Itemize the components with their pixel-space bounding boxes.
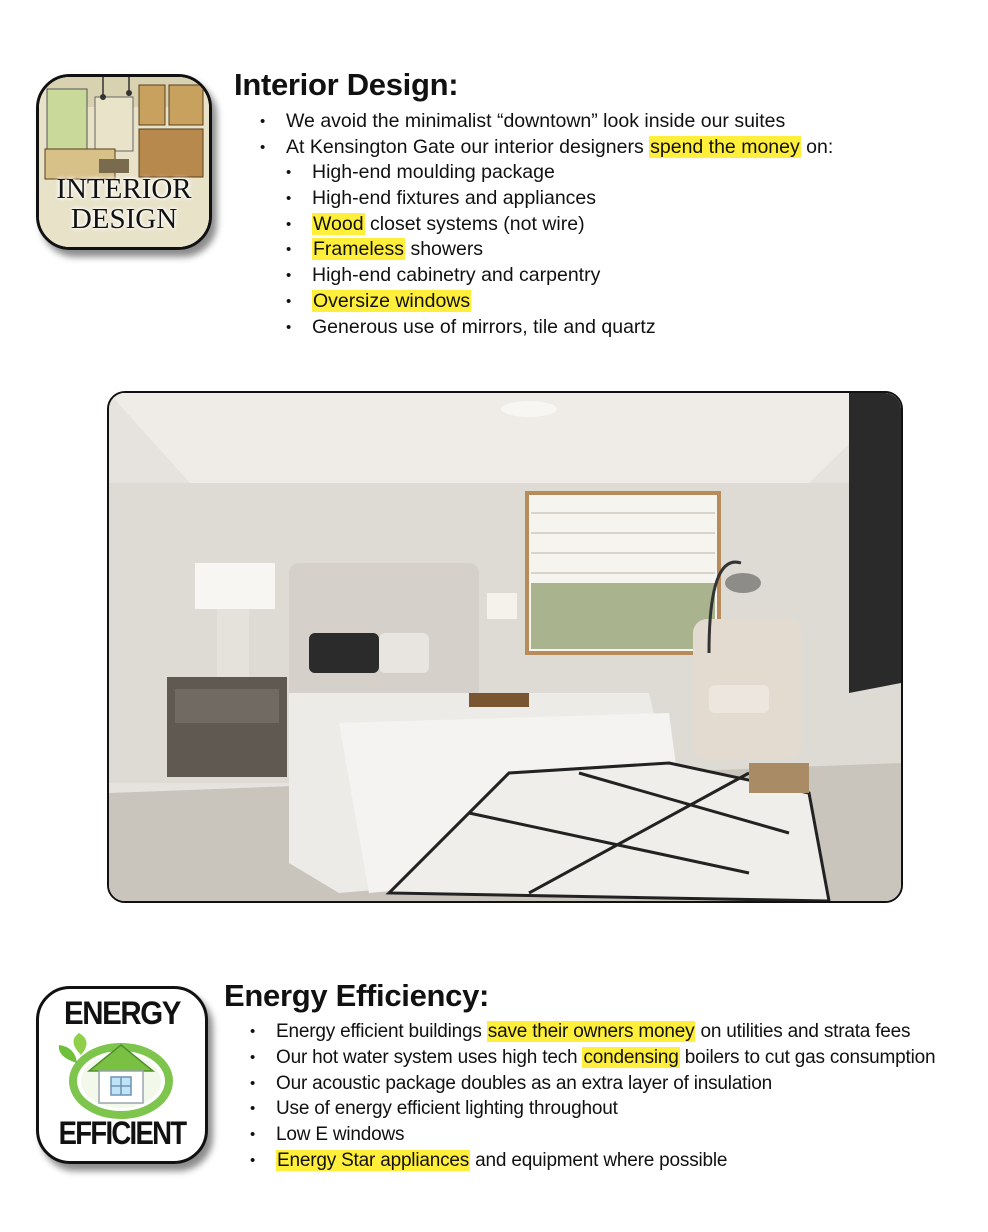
bullet-text: and equipment where possible <box>470 1149 728 1171</box>
interior-sub-bullet-item <box>286 289 656 315</box>
interior-design-title: Interior Design: <box>234 67 459 102</box>
bullet-text: on utilities and strata fees <box>695 1021 911 1042</box>
interior-bullet-list <box>260 109 833 161</box>
interior-sub-bullet-item <box>286 315 656 341</box>
interior-sub-bullet-item <box>286 212 656 238</box>
bedroom-image <box>109 393 901 901</box>
energy-bullet-item <box>250 1122 935 1148</box>
bullet-text: Our acoustic package doubles as an extra layer of insulation <box>276 1072 773 1094</box>
interior-sub-bullet-item <box>286 237 656 263</box>
badge-label-interior: INTERIOR <box>56 173 192 205</box>
bullet-text: on: <box>800 135 834 158</box>
badge-label-energy: ENERGY <box>63 995 181 1031</box>
energy-efficient-badge <box>36 986 208 1164</box>
badge-label-efficient: EFFICIENT <box>58 1115 186 1151</box>
green-house-icon <box>39 1031 205 1121</box>
energy-bullet-item <box>250 1148 935 1174</box>
bullet-text: We avoid the minimalist “downtown” look inside our suites <box>286 110 786 132</box>
bullet-text: Low E windows <box>276 1124 405 1146</box>
bedroom-photo <box>107 391 903 903</box>
highlighted-text: spend the money <box>650 135 800 158</box>
interior-sub-bullet-item <box>286 186 656 212</box>
energy-bullet-item <box>250 1071 935 1097</box>
interior-sub-bullet-list <box>286 160 656 341</box>
interior-bullet-item <box>260 109 833 135</box>
bullet-text: High-end cabinetry and carpentry <box>312 264 601 287</box>
highlighted-text: Wood <box>313 212 364 235</box>
energy-bullet-item <box>250 1045 935 1071</box>
highlighted-text: condensing <box>583 1046 679 1068</box>
bullet-text: boilers to cut gas consumption <box>679 1046 936 1068</box>
bullet-text: Use of energy efficient lighting throughout <box>276 1098 618 1120</box>
energy-bullet-list <box>250 1019 935 1174</box>
highlighted-text: Frameless <box>313 238 405 261</box>
bullet-text: showers <box>405 238 484 261</box>
interior-sub-bullet-item <box>286 160 656 186</box>
bullet-text: closet systems (not wire) <box>364 212 585 235</box>
highlighted-text: Energy Star appliances <box>277 1149 470 1171</box>
bullet-text: At Kensington Gate our interior designers <box>286 135 650 158</box>
energy-bullet-item <box>250 1096 935 1122</box>
bullet-text: High-end moulding package <box>312 161 555 183</box>
bullet-text: Energy efficient buildings <box>276 1021 487 1042</box>
interior-sub-bullet-item <box>286 263 656 289</box>
energy-bullet-item <box>250 1019 935 1045</box>
bullet-text: Generous use of mirrors, tile and quartz <box>312 315 656 338</box>
interior-bullet-item <box>260 135 833 161</box>
badge-label-design: DESIGN <box>70 203 178 235</box>
bullet-text: Our hot water system uses high tech <box>276 1046 583 1068</box>
highlighted-text: save their owners money <box>487 1021 695 1042</box>
bullet-text: High-end fixtures and appliances <box>312 186 597 209</box>
highlighted-text: Oversize windows <box>313 289 471 312</box>
energy-efficiency-title: Energy Efficiency: <box>224 978 490 1013</box>
interior-design-badge <box>36 74 212 250</box>
